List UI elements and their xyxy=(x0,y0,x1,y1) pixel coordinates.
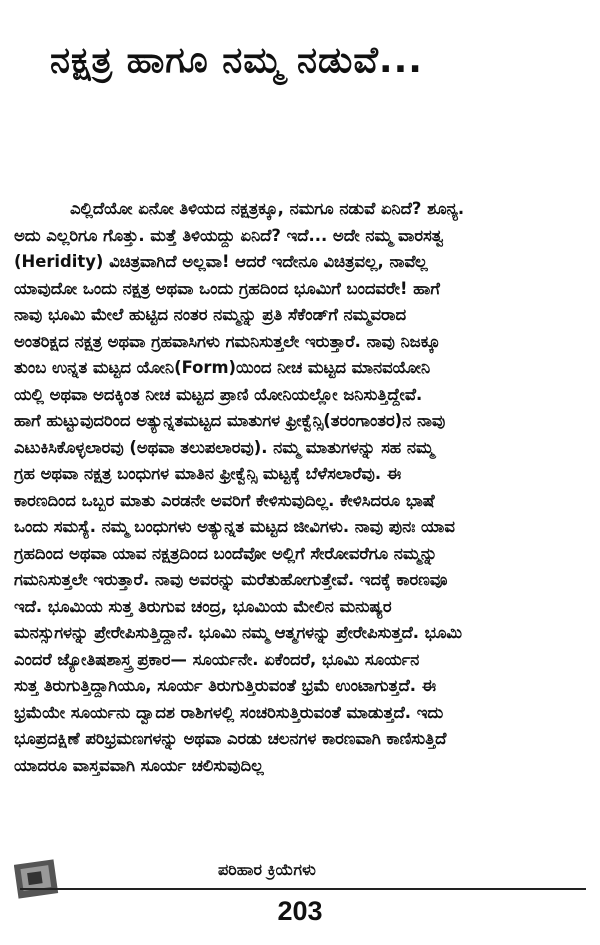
text-line: ಅದು ಎಲ್ಲರಿಗೂ ಗೊತ್ತು. ಮತ್ತೆ ತಿಳಿಯದ್ದು ಏನಿದೆ? ಇದೆ... ಅದೇ ನಮ್ಮ ವಾರಸತ್ವ xyxy=(14,225,444,245)
text-line: ಮನಸ್ಸುಗಳನ್ನು ಪ್ರೇರೇಪಿಸುತ್ತಿದ್ದಾನೆ. ಭೂಮಿ ನಮ್ಮ ಆತ್ಮಗಳನ್ನು ಪ್ರೇರೇಪಿಸುತ್ತದೆ. ಭೂಮಿ xyxy=(14,623,462,642)
text-line: ಎಲ್ಲಿದೆಯೋ ಏನೋ ತಿಳಿಯದ ನಕ್ಷತ್ರಕ್ಕೂ, ನಮಗೂ ನಡುವೆ ಏನಿದೆ? ಶೂನ್ಯ. xyxy=(70,199,465,218)
text-line: ಅಂತರಿಕ್ಷದ ನಕ್ಷತ್ರ ಅಥವಾ ಗ್ರಹವಾಸಿಗಳು ಗಮನಿಸುತ್ತಲೇ ಇರುತ್ತಾರೆ. ನಾವು ನಿಜಕ್ಕೂ xyxy=(14,331,441,351)
text-line: ಭೂಪ್ರದಕ್ಷಿಣೆ ಪರಿಭ್ರಮಣಗಳನ್ನು ಅಥವಾ ಎರಡು ಚಲನಗಳ ಕಾರಣವಾಗಿ ಕಾಣಿಸುತ್ತಿದೆ xyxy=(14,729,447,748)
text-line: ಯಾವುದೋ ಒಂದು ನಕ್ಷತ್ರ ಅಥವಾ ಒಂದು ಗ್ರಹದಿಂದ ಭೂಮಿಗೆ ಬಂದವರೇ! ಹಾಗೆ xyxy=(14,278,440,298)
text-line: ಒಂದು ಸಮಸ್ಯೆ. ನಮ್ಮ ಬಂಧುಗಳು ಅತ್ಯುನ್ನತ ಮಟ್ಟದ ಜೀವಿಗಳು. ನಾವು ಪುನಃ ಯಾವ xyxy=(14,517,455,536)
text-line: ಎಂದರೆ ಜ್ಯೋತಿಷಶಾಸ್ತ್ರ ಪ್ರಕಾರ— ಸೂರ್ಯನೇ. ಏಕೆಂದರೆ, ಭೂಮಿ ಸೂರ್ಯನ xyxy=(14,649,420,669)
text-line: ಎಟುಕಿಸಿಕೊಳ್ಳಲಾರವು (ಅಥವಾ ತಲುಪಲಾರವು). ನಮ್ಮ ಮಾತುಗಳನ್ನು ಸಹ ನಮ್ಮ xyxy=(14,437,434,457)
chapter-title: ನಕ್ಷತ್ರ ಹಾಗೂ ನಮ್ಮ ನಡುವೆ... xyxy=(50,40,423,81)
text-line: ಇದೆ. ಭೂಮಿಯ ಸುತ್ತ ತಿರುಗುವ ಚಂದ್ರ, ಭೂಮಿಯ ಮೇಲಿನ ಮನುಷ್ಯರ xyxy=(14,596,392,616)
text-line: (Heridity) ವಿಚಿತ್ರವಾಗಿದೆ ಅಲ್ಲವಾ! ಆದರೆ ಇದೇನೂ ವಿಚಿತ್ರವಲ್ಲ, ನಾವೆಲ್ಲ xyxy=(14,252,428,271)
body-paragraph xyxy=(14,196,588,779)
footer-divider xyxy=(20,888,586,890)
text-line: ತುಂಬ ಉನ್ನತ ಮಟ್ಟದ ಯೋನಿ(Form)ಯಿಂದ ನೀಚ ಮಟ್ಟದ ಮಾನವಯೋನಿ xyxy=(14,358,431,377)
text-line: ಭ್ರಮೆಯೇ ಸೂರ್ಯನು ದ್ವಾದಶ ರಾಶಿಗಳಲ್ಲಿ ಸಂಚರಿಸುತ್ತಿರುವಂತೆ ಮಾಡುತ್ತದೆ. ಇದು xyxy=(14,702,444,722)
text-line: ಯಾದರೂ ವಾಸ್ತವವಾಗಿ ಸೂರ್ಯ ಚಲಿಸುವುದಿಲ್ಲ xyxy=(14,755,264,775)
text-line: ಯಲ್ಲಿ ಅಥವಾ ಅದಕ್ಕಿಂತ ನೀಚ ಮಟ್ಟದ ಪ್ರಾಣಿ ಯೋನಿಯಲ್ಲೋ ಜನಿಸುತ್ತಿದ್ದೇವೆ. xyxy=(14,384,423,404)
text-line: ಹಾಗೆ ಹುಟ್ಟುವುದರಿಂದ ಅತ್ಯುನ್ನತಮಟ್ಟದ ಮಾತುಗಳ ಫ್ರೀಕ್ವೆನ್ಸಿ(ತರಂಗಾಂತರ)ನ ನಾವು xyxy=(14,411,446,430)
text-line: ಸುತ್ತ ತಿರುಗುತ್ತಿದ್ದಾಗಿಯೂ, ಸೂರ್ಯ ತಿರುಗುತ್ತಿರುವಂತೆ ಭ್ರಮೆ ಉಂಟಾಗುತ್ತದೆ. ಈ xyxy=(14,676,436,695)
footer-book-title: ಪರಿಹಾರ ಕ್ರಿಯೆಗಳು xyxy=(218,860,316,879)
text-line: ನಾವು ಭೂಮಿ ಮೇಲೆ ಹುಟ್ಟಿದ ನಂತರ ನಮ್ಮನ್ನು ಪ್ರತಿ ಸೆಕೆಂಡ್‌ಗೆ ನಮ್ಮವರಾದ xyxy=(14,305,407,324)
corner-ornament-icon xyxy=(14,858,60,900)
page-number: 203 xyxy=(277,896,323,926)
text-line: ಗ್ರಹ ಅಥವಾ ನಕ್ಷತ್ರ ಬಂಧುಗಳ ಮಾತಿನ ಫ್ರೀಕ್ವೆನ್ಸಿ ಮಟ್ಟಕ್ಕೆ ಬೆಳೆಸಲಾರೆವು. ಈ xyxy=(14,464,402,483)
text-line: ಗಮನಿಸುತ್ತಲೇ ಇರುತ್ತಾರೆ. ನಾವು ಅವರನ್ನು ಮರೆತುಹೋಗುತ್ತೇವೆ. ಇದಕ್ಕೆ ಕಾರಣವೂ xyxy=(14,570,448,589)
text-line: ಕಾರಣದಿಂದ ಒಬ್ಬರ ಮಾತು ಎರಡನೇ ಅವರಿಗೆ ಕೇಳಿಸುವುದಿಲ್ಲ. ಕೇಳಿಸಿದರೂ ಭಾಷೆ xyxy=(14,490,435,510)
text-line: ಗ್ರಹದಿಂದ ಅಥವಾ ಯಾವ ನಕ್ಷತ್ರದಿಂದ ಬಂದೆವೋ ಅಲ್ಲಿಗೆ ಸೇರೋವರೆಗೂ ನಮ್ಮನ್ನು xyxy=(14,543,438,563)
